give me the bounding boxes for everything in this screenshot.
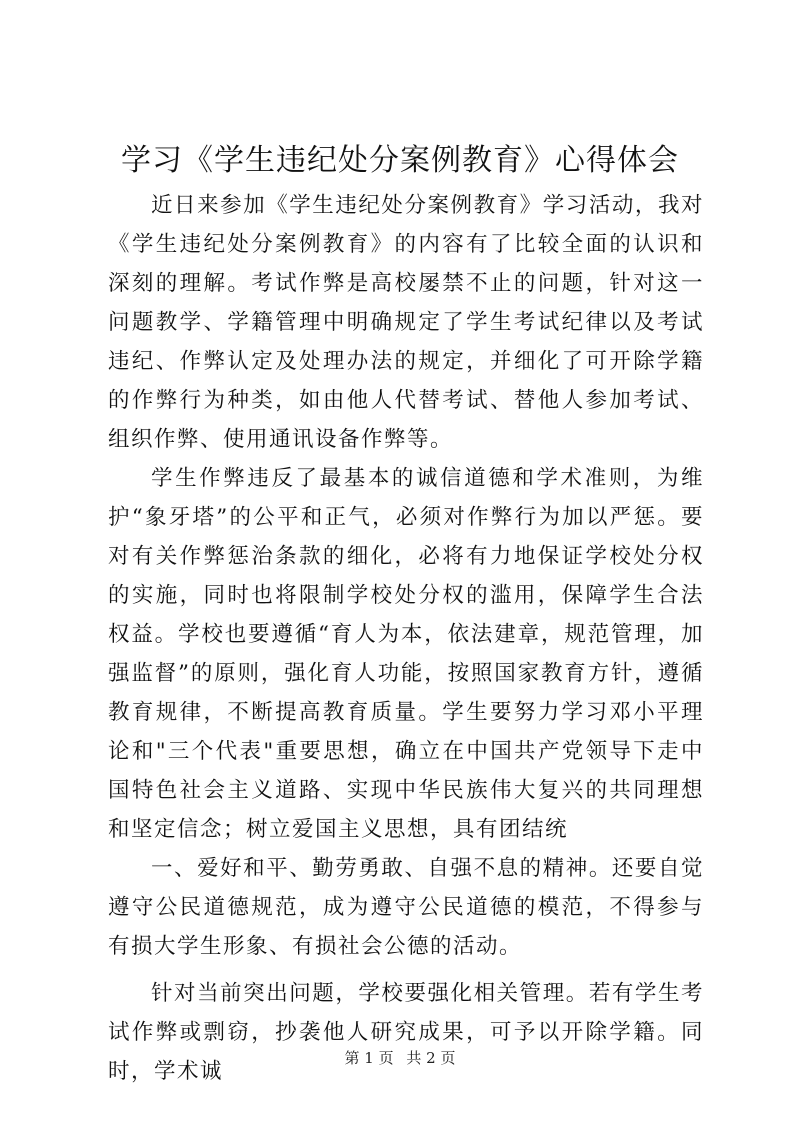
page-number: 第 1 页 <box>344 1049 394 1067</box>
paragraph-3: 一、爱好和平、勤劳勇敢、自强不息的精神。还要自觉遵守公民道德规范，成为遵守公民道德的模范，不得参与有损大学生形象、有损社会公德的活动。 <box>108 856 704 959</box>
paragraph-4: 针对当前突出问题，学校要强化相关管理。若有学生考试作弊或剽窃，抄袭他人研究成果，可予以开除学籍。同时，学术诚 <box>108 981 704 1084</box>
paragraph-1: 近日来参加《学生违纪处分案例教育》学习活动，我对《学生违纪处分案例教育》的内容有了比较全面的认识和深刻的理解。考试作弊是高校屡禁不止的问题，针对这一问题教学、学籍管理中明确规定了学生考试纪律以及考试违纪、作弊认定及处理办法的规定，并细化了可开除学籍的作弊行为种类，如由他人代替考试、替他人参加考试、组织作弊、使用通讯设备作弊等。 <box>108 193 704 452</box>
document-title: 学习《学生违纪处分案例教育》心得体会 <box>121 143 679 178</box>
document-body <box>108 186 704 1091</box>
page-total: 共 2 页 <box>406 1049 456 1067</box>
paragraph-2: 学生作弊违反了最基本的诚信道德和学术准则，为维护“象牙塔”的公平和正气，必须对作弊行为加以严惩。要对有关作弊惩治条款的细化，必将有力地保证学校处分权的实施，同时也将限制学校处分权的滥用，保障学生合法权益。学校也要遵循“育人为本，依法建章，规范管理，加强监督”的原则，强化育人功能，按照国家教育方针，遵循教育规律，不断提高教育质量。学生要努力学习邓小平理论和"三个代表"重要思想，确立在中国共产党领导下走中国特色社会主义道路、实现中华民族伟大复兴的共同理想和坚定信念；树立爱国主义思想，具有团结统 <box>108 466 704 842</box>
page-footer <box>0 1048 800 1068</box>
